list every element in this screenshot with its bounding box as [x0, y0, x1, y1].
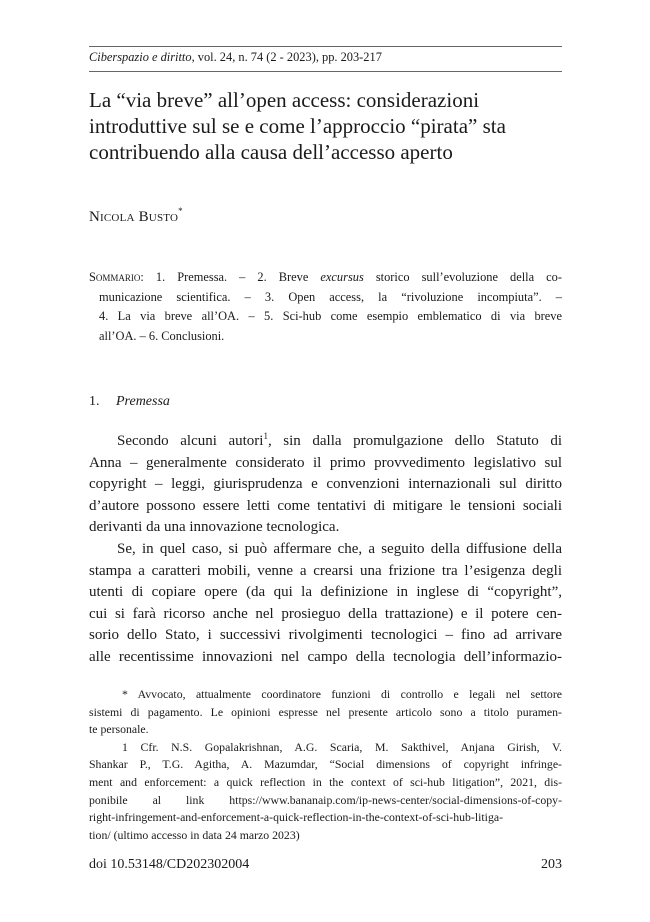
footnotes: [89, 686, 562, 844]
author-footnote-marker: *: [178, 206, 183, 216]
doi: doi 10.53148/CD202302004: [89, 857, 250, 872]
body-line: Anna – generalmente considerato il primo provvedimento legislativo sul: [89, 454, 562, 471]
summary-text: 1. Premessa. – 2. Breve: [143, 270, 321, 284]
header-top-rule: [89, 46, 562, 47]
summary-text: storico sull’evoluzione della co-: [363, 270, 562, 284]
body-line: stampa a caratteri mobili, venne a crearsi una frizione tra l’esigenza degli: [89, 562, 562, 579]
summary-line: municazione scientifica. – 3. Open access, la “rivoluzione incompiuta”. –: [99, 289, 562, 304]
summary-label: Sommario:: [89, 270, 144, 284]
body-text: [89, 431, 562, 669]
body-line: sorio dello Stato, i successivi rivolgimenti tecnologici – fino ad arrivare: [89, 627, 562, 644]
footnote-line: ment and enforcement: a quick reflection in the context of sci-hub litigation”, 2021, dis-: [89, 774, 562, 789]
body-line: alle recentissime innovazioni nel campo della tecnologia dell’informazio-: [89, 648, 562, 665]
footnote-line: ponibile al link https://www.bananaip.com/ip-news-center/social-dimensions-of-copy-: [89, 792, 562, 807]
title-line: contribuendo alla causa dell’accesso aperto: [89, 140, 453, 164]
author-name-text: Nicola Busto: [89, 209, 179, 225]
title-line: introduttive sul se e come l’approccio “pirata” sta: [89, 114, 506, 138]
footnote-line: right-infringement-and-enforcement-a-quick-reflection-in-the-context-of-sci-hub-litiga-: [89, 810, 504, 825]
summary-line: [89, 268, 562, 288]
footnote-line: Shankar P., T.G. Agitha, A. Mazumdar, “Social dimensions of copyright infringe-: [89, 757, 562, 772]
summary-emphasis: excursus: [320, 270, 364, 284]
body-line: derivanti da una innovazione tecnologica.: [89, 519, 340, 536]
body-line: d’autore possono essere letti come tentativi di mitigare le tensioni sociali: [89, 497, 562, 514]
footnote-line: tion/ (ultimo accesso in data 24 marzo 2023): [89, 827, 300, 842]
section-number: 1.: [89, 394, 100, 409]
summary-line: 4. La via breve all’OA. – 5. Sci-hub come esempio emblematico di via breve: [99, 309, 562, 323]
journal-name: Ciberspazio e diritto: [89, 50, 192, 64]
body-line: Se, in quel caso, si può affermare che, a seguito della diffusione della: [117, 540, 562, 557]
summary-line: all’OA. – 6. Conclusioni.: [99, 328, 225, 343]
journal-citation: , vol. 24, n. 74 (2 - 2023), pp. 203-217: [191, 50, 382, 64]
footnote-line: sistemi di pagamento. Le opinioni espresse nel presente articolo sono a titolo puramen-: [89, 704, 562, 719]
section-heading: [89, 394, 170, 410]
body-line: copyright – leggi, giurisprudenza e convenzioni internazionali sul diritto: [89, 476, 562, 493]
author-name: [89, 206, 183, 226]
body-line: utenti di copiare opere (da qui la definizione in inglese di “copyright”,: [89, 584, 562, 601]
summary: [89, 268, 562, 346]
title-line: La “via breve” all’open access: considerazioni: [89, 88, 480, 112]
section-title: Premessa: [116, 394, 170, 409]
body-text-fragment: , sin dalla promulgazione dello Statuto di: [267, 433, 562, 449]
article-title: [89, 87, 562, 165]
body-line: cui si farà ricorso anche nel prosieguo della trattazione) e il potere cen-: [89, 605, 562, 622]
page-number: 203: [541, 857, 562, 872]
header-bottom-rule: [89, 71, 562, 72]
body-text-fragment: Secondo alcuni autori: [117, 433, 264, 449]
footnote-line: te personale.: [89, 722, 149, 737]
footnote-line: 1 Cfr. N.S. Gopalakrishnan, A.G. Scaria, M. Sakthivel, Anjana Girish, V.: [122, 739, 562, 754]
footnote-line: * Avvocato, attualmente coordinatore funzioni di controllo e legali nel settore: [122, 687, 562, 701]
body-line: [89, 431, 562, 453]
footnote-ref: 1: [263, 431, 268, 441]
running-header: [89, 50, 562, 65]
